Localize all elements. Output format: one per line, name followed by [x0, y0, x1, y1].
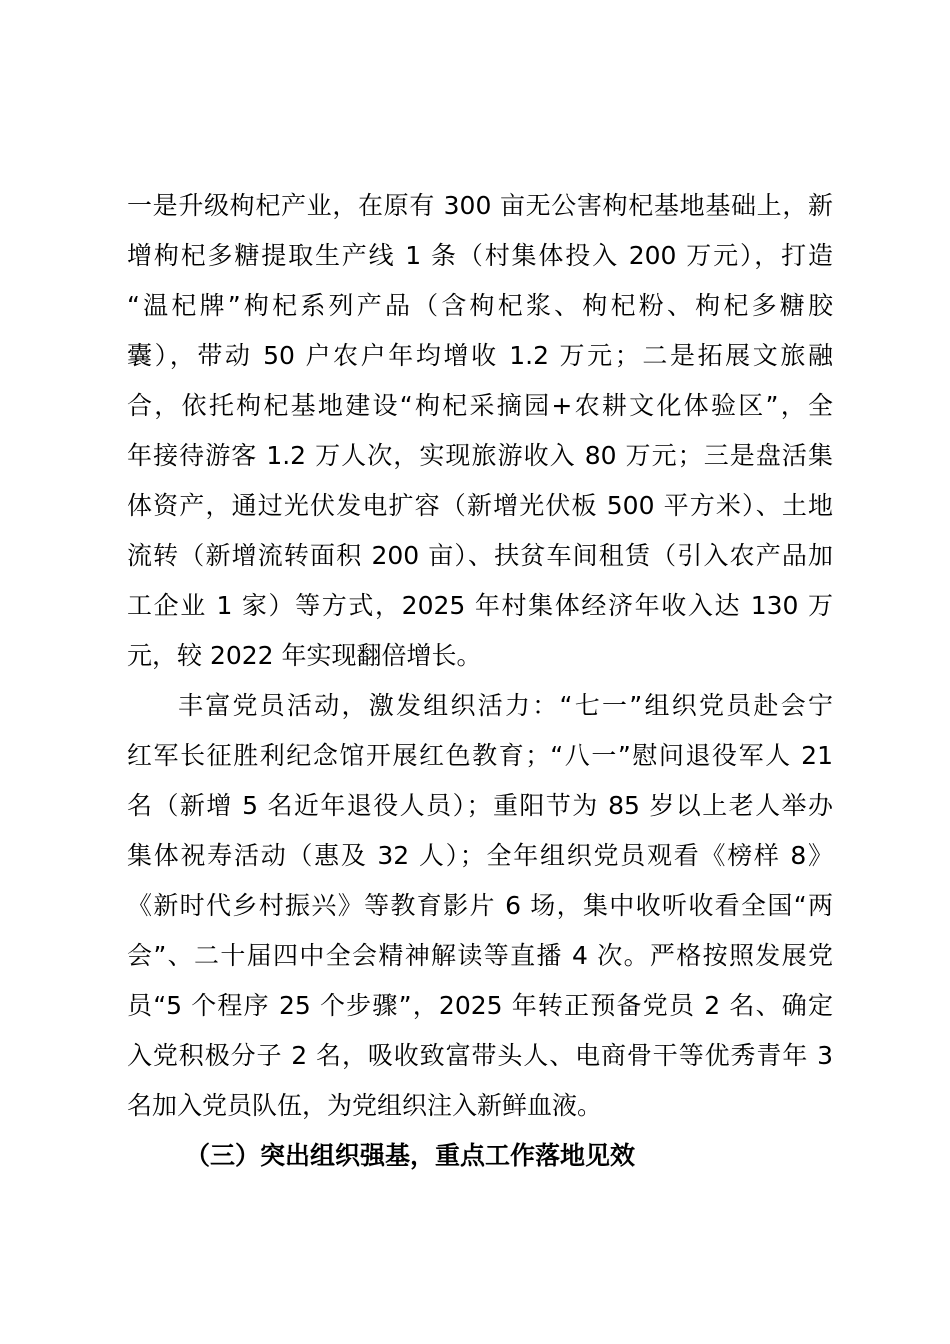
text-line: 名加入党员队伍，为党组织注入新鲜血液。 — [127, 1091, 603, 1120]
text-line: 名（新增 5 名近年退役人员）；重阳节为 85 岁以上老人举办 — [127, 791, 833, 820]
document-page — [127, 181, 833, 1181]
paragraph-party-activities — [127, 681, 833, 1131]
text-line: 会”、二十届四中全会精神解读等直播 4 次。严格按照发展党 — [127, 941, 833, 970]
paragraph-industry-development — [127, 181, 833, 681]
text-line: 红军长征胜利纪念馆开展红色教育；“八一”慰问退役军人 21 — [127, 741, 833, 770]
text-line: 工企业 1 家）等方式，2025 年村集体经济年收入达 130 万 — [127, 591, 833, 620]
text-line: 丰富党员活动，激发组织活力：“七一”组织党员赴会宁 — [178, 691, 833, 720]
section-heading: （三）突出组织强基，重点工作落地见效 — [185, 1141, 636, 1170]
text-line: 增枸杞多糖提取生产线 1 条（村集体投入 200 万元），打造 — [127, 241, 833, 270]
text-line: “温杞牌”枸杞系列产品（含枸杞浆、枸杞粉、枸杞多糖胶 — [127, 291, 833, 320]
text-line: 员“5 个程序 25 个步骤”，2025 年转正预备党员 2 名、确定 — [127, 991, 833, 1020]
text-line: 《新时代乡村振兴》等教育影片 6 场，集中收听收看全国“两 — [127, 891, 833, 920]
text-line: 体资产，通过光伏发电扩容（新增光伏板 500 平方米）、土地 — [127, 491, 833, 520]
text-line: 流转（新增流转面积 200 亩）、扶贫车间租赁（引入农产品加 — [127, 541, 833, 570]
text-line: 集体祝寿活动（惠及 32 人）；全年组织党员观看《榜样 8》 — [127, 841, 833, 870]
text-line: 年接待游客 1.2 万人次，实现旅游收入 80 万元；三是盘活集 — [127, 441, 833, 470]
text-line: 元，较 2022 年实现翻倍增长。 — [127, 641, 482, 670]
text-line: 一是升级枸杞产业，在原有 300 亩无公害枸杞基地基础上，新 — [127, 191, 833, 220]
text-line: 入党积极分子 2 名，吸收致富带头人、电商骨干等优秀青年 3 — [127, 1041, 833, 1070]
text-line: 囊），带动 50 户农户年均增收 1.2 万元；二是拓展文旅融 — [127, 341, 833, 370]
text-line: 合，依托枸杞基地建设“枸杞采摘园+农耕文化体验区”，全 — [127, 391, 833, 420]
